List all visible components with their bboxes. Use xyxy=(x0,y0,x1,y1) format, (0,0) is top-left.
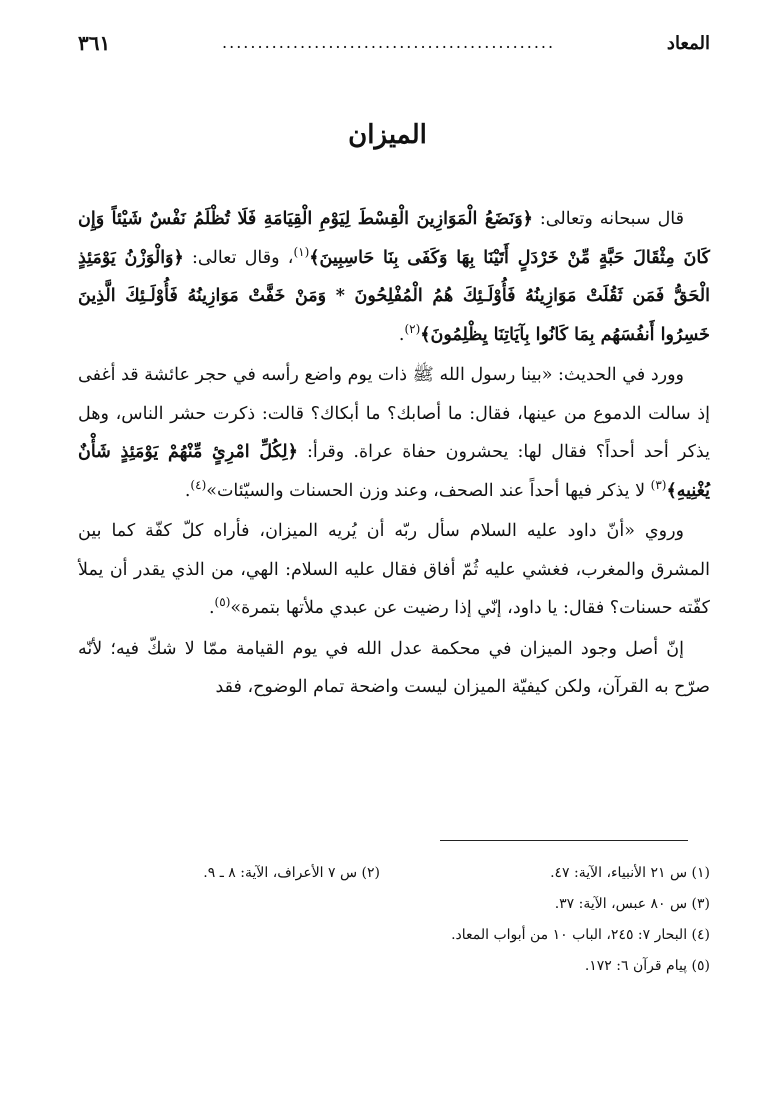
leader-dots: ............................................... xyxy=(222,35,556,51)
running-header xyxy=(78,26,710,60)
text: ، وقال تعالى: xyxy=(183,247,294,268)
section-title: الميزان xyxy=(348,120,427,150)
text: لا يذكر فيها أحداً عند الصحف، وعند وزن الحسنات والسيّئات» xyxy=(206,480,651,501)
paragraph-4 xyxy=(78,630,710,707)
footnote-2: (٢) س ٧ الأعراف، الآية: ٨ ـ ٩. xyxy=(203,865,380,881)
footnote-ref[interactable]: (٥) xyxy=(214,595,231,610)
footnote-row xyxy=(78,889,710,920)
quran-verse: ﴿لِكُلِّ امْرِئٍ مِّنْهُمْ يَوْمَئِذٍ شَأْنٌ يُغْنِيهِ﴾ xyxy=(78,442,710,501)
body-text xyxy=(78,200,710,709)
footnote-row xyxy=(78,858,710,889)
text: قال سبحانه وتعالى: xyxy=(532,209,684,229)
footnote-divider xyxy=(440,840,688,841)
text: . xyxy=(208,598,215,618)
footnote-ref[interactable]: (٤) xyxy=(190,477,207,492)
footnote-ref[interactable]: (١) xyxy=(293,244,310,259)
text: وورد في الحديث: «بينا رسول الله ﷺ ذات يوم واضع رأسه في حجر عائشة قد أغفى إذ سالت الدموع من عينها، فقال: ما أصابك؟ ما أبكاك؟ قالت: ذكرت حشر الناس، وهل يذكر أحد أحداً؟ فقال لها: يحشرون حفاة عراة. وقرأ: xyxy=(78,365,710,462)
paragraph-2 xyxy=(78,356,710,510)
text: . xyxy=(184,480,191,501)
text: إنّ أصل وجود الميزان في محكمة عدل الله في يوم القيامة ممّا لا شكّ فيه؛ لأنّه صرّح به القرآن، ولكن كيفيّة الميزان ليست واضحة تمام الوضوح، فقد xyxy=(78,638,710,697)
footnote-ref[interactable]: (٢) xyxy=(404,321,421,336)
footnote-1: (١) س ٢١ الأنبياء، الآية: ٤٧. xyxy=(550,865,710,881)
quran-verse: ﴿وَالْوَزْنُ يَوْمَئِذٍ الْحَقُّ فَمَن ثَقُلَتْ مَوَازِينُهُ فَأُوْلَـئِكَ هُمُ الْمُفْلِحُونَ * وَمَنْ خَفَّتْ مَوَازِينُهُ فَأُوْلَـئِكَ الَّذِينَ خَسِرُوا أَنفُسَهُم بِمَا كَانُوا بِآيَاتِنَا يِظْلِمُونَ﴾ xyxy=(78,247,710,345)
paragraph-1 xyxy=(78,200,710,354)
footnote-row xyxy=(78,920,710,951)
page-number: ٣٦١ xyxy=(78,31,111,55)
paragraph-3 xyxy=(78,512,710,628)
text: . xyxy=(398,324,405,345)
footnote-3: (٣) س ٨٠ عبس، الآية: ٣٧. xyxy=(554,896,710,912)
quran-verse: ﴿وَنَضَعُ الْمَوَازِينَ الْقِسْطَ لِيَوْمِ الْقِيَامَةِ فَلَا تُظْلَمُ نَفْسٌ شَيْئاً وَإِن كَانَ مِثْقَالَ حَبَّةٍ مِّنْ خَرْدَلٍ أَتَيْنَا بِهَا وَكَفَى بِنَا حَاسِبِينَ﴾ xyxy=(78,209,710,268)
footnote-4: (٤) البحار ٧: ٢٤٥، الباب ١٠ من أبواب المعاد. xyxy=(451,927,710,943)
footnote-ref[interactable]: (٣) xyxy=(650,477,667,492)
chapter-title: المعاد xyxy=(666,32,710,54)
footnote-row xyxy=(78,951,710,982)
text: وروي «أنّ داود عليه السلام سأل ربّه أن يُريه الميزان، فأراه كلّ كفّة كما بين المشرق والمغرب، فغشي عليه ثُمّ أفاق فقال عليه السلام: الهي، من الذي يقدر أن يملأ كفّته حسنات؟ فقال: يا داود، إنّي إذا رضيت عن عبدي ملأتها بتمرة» xyxy=(78,521,710,618)
footnote-5: (٥) پيام قرآن ٦: ١٧٢. xyxy=(584,958,710,974)
footnotes xyxy=(78,858,710,982)
